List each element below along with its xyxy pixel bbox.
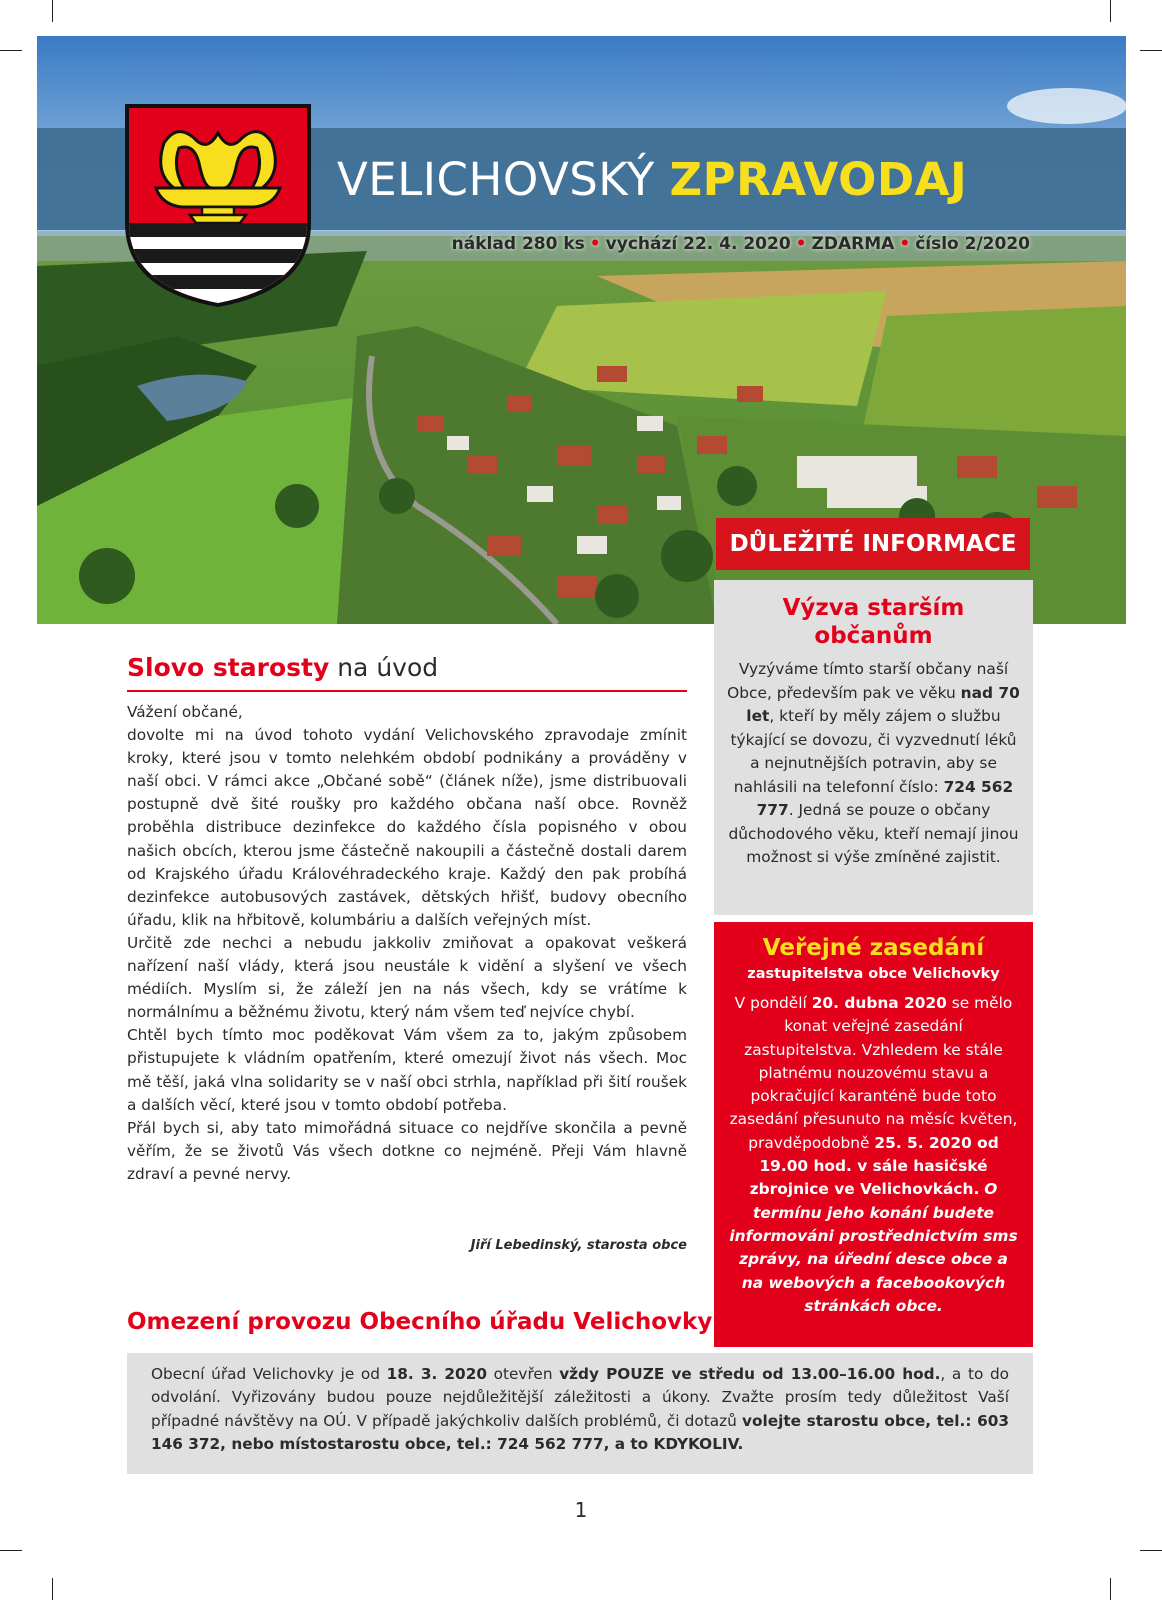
elder-help-box <box>714 580 1033 915</box>
public-meeting-box <box>714 922 1033 1347</box>
text-run-bold: 25. 5. 2020 od 19.00 hod. v sále hasičské zbrojnice ve Velichovkách. <box>749 1133 999 1199</box>
letter-paragraph: Určitě zde nechci a nebudu jakkoliv zmiňovat a opakovat veškerá nařízení naší vlády, která jsou neustále k vidění a slyšení ve všech médiích. Myslím si, že záleží jen na nás všech, kdy se vrátíme k normálnímu a běžnému životu, který nám všem teď nejvíce chybí. <box>127 933 687 1022</box>
elder-box-title: Výzva starším občanům <box>782 595 965 649</box>
meta-issue-number: číslo 2/2020 <box>915 234 1030 254</box>
meeting-box-text <box>714 992 1033 1318</box>
mayor-signature: Jiří Lebedinský, starosta obce <box>470 1238 687 1253</box>
text-run-bold: 18. 3. 2020 <box>386 1365 487 1383</box>
crop-mark <box>0 50 22 51</box>
heading-rest: na úvod <box>329 653 439 682</box>
text-run-bold: vždy POUZE ve středu od 13.00–16.00 hod. <box>559 1365 941 1383</box>
meta-separator: • <box>795 234 807 254</box>
mayor-section-heading <box>127 650 687 692</box>
text-run-italic: O termínu jeho konání budete informováni prostřednictvím sms zprávy, na úřední desce obce a na webových a facebookových stránkách obce. <box>729 1180 1018 1315</box>
mayor-letter <box>127 701 687 1186</box>
meta-separator: • <box>589 234 601 254</box>
office-hours-box <box>127 1353 1033 1474</box>
elder-box-text <box>714 658 1033 870</box>
text-run: Vyzýváme tímto starší občany naší Obce, především pak ve věku <box>727 660 1009 702</box>
meta-print-run: náklad 280 ks <box>451 234 585 254</box>
phone-number: 724 562 777 <box>756 777 1014 819</box>
coat-of-arms-icon <box>124 103 312 308</box>
text-run-bold: volejte starostu obce, tel.: 603 146 372, nebo místostarostu obce, tel.: 724 562 777, a to KDYKOLIV. <box>151 1411 1010 1453</box>
heading-red-part: Slovo starosty <box>127 653 330 682</box>
title-part-1: VELICHOVSKÝ <box>337 153 670 206</box>
crop-mark <box>1140 1550 1162 1551</box>
letter-paragraph: Vážení občané, <box>127 703 243 721</box>
issue-meta <box>452 234 1030 254</box>
letter-paragraph: dovolte mi na úvod tohoto vydání Velichovského zpravodaje zmínit kroky, které jsou v tomto nelehkém období podnikány a prováděny v naší obci. V rámci akce „Občané sobě“ (článek níže), jsme distribuovali postupně dvě šité roušky pro každého občana naší obce. Rovněž proběhla distribuce dezinfekce do každého čísla popisného v obou našich obcích, kterou jsme částečně nakoupili a částečně dostali darem od Krajského úřadu Královéhradeckého kraje. Každý den pak probíhá dezinfekce autobusových zastávek, dětských hřišť, budovy obecního úřadu, klik na hřbitově, kolumbáriu a dalších veřejných míst. <box>127 726 687 929</box>
page-number: 1 <box>574 1498 588 1522</box>
text-run-bold: nad 70 let <box>746 683 1020 725</box>
meta-price: ZDARMA <box>811 234 895 254</box>
crop-mark <box>1110 0 1111 22</box>
letter-paragraph: Přál bych si, aby tato mimořádná situace co nejdříve skončila a pevně věřím, že se životů Vás všech dotkne co nejméně. Přeji Vám hlavně zdraví a pevné nervy. <box>127 1118 687 1183</box>
crop-mark <box>0 1550 22 1551</box>
meeting-box-title: Veřejné zasedání <box>762 935 985 961</box>
title-part-2: ZPRAVODAJ <box>669 153 968 206</box>
office-section-heading: Omezení provozu Obecního úřadu Velichovky <box>127 1309 713 1335</box>
text-run: , kteří by měly zájem o službu týkající se dovozu, či vyzvednutí léků a nejnutnějších potravin, aby se nahlásili na telefonní číslo: <box>730 707 1017 796</box>
text-run: , a to do odvolání. Vyřizovány budou pouze nejdůležitější záležitosti a úkony. Zvažte prosím tedy důležitost Vaší případné návštěvy na OÚ. V případě jakýchkoliv dalších problémů, či dotazů <box>151 1365 1010 1430</box>
text-run: otevřen <box>487 1365 560 1383</box>
crop-mark <box>1110 1578 1111 1600</box>
important-info-banner: DŮLEŽITÉ INFORMACE <box>716 518 1030 570</box>
crop-mark <box>1140 50 1162 51</box>
text-run: . Jedná se pouze o občany důchodového věku, kteří nemají jinou možnost si výše zmíněné zajistit. <box>728 801 1019 866</box>
meta-release-date: vychází 22. 4. 2020 <box>605 234 791 254</box>
meta-separator: • <box>899 234 911 254</box>
text-run: Obecní úřad Velichovky je od <box>151 1365 387 1383</box>
newsletter-title <box>337 148 967 212</box>
crop-mark <box>52 1578 53 1600</box>
letter-paragraph: Chtěl bych tímto moc poděkovat Vám všem za to, jakým způsobem přistupujete k vládním opatřením, které omezují život nás všech. Moc mě těší, jaká vlna solidarity se v naší obci strhla, například při šití roušek a dalších věcí, které jsou v tomto období potřeba. <box>127 1026 687 1114</box>
crop-mark <box>52 0 53 22</box>
office-hours-text <box>127 1353 1033 1466</box>
text-run: V pondělí <box>734 994 812 1012</box>
meeting-box-subtitle: zastupitelstva obce Velichovky <box>747 966 1000 982</box>
text-run: se mělo konat veřejné zasedání zastupitelstva. Vzhledem ke stále platnému nouzovému stavu a pokračující karanténě bude toto zasedání přesunuto na měsíc květen, pravděpodobně <box>729 994 1018 1152</box>
text-run-bold: 20. dubna 2020 <box>811 994 947 1012</box>
